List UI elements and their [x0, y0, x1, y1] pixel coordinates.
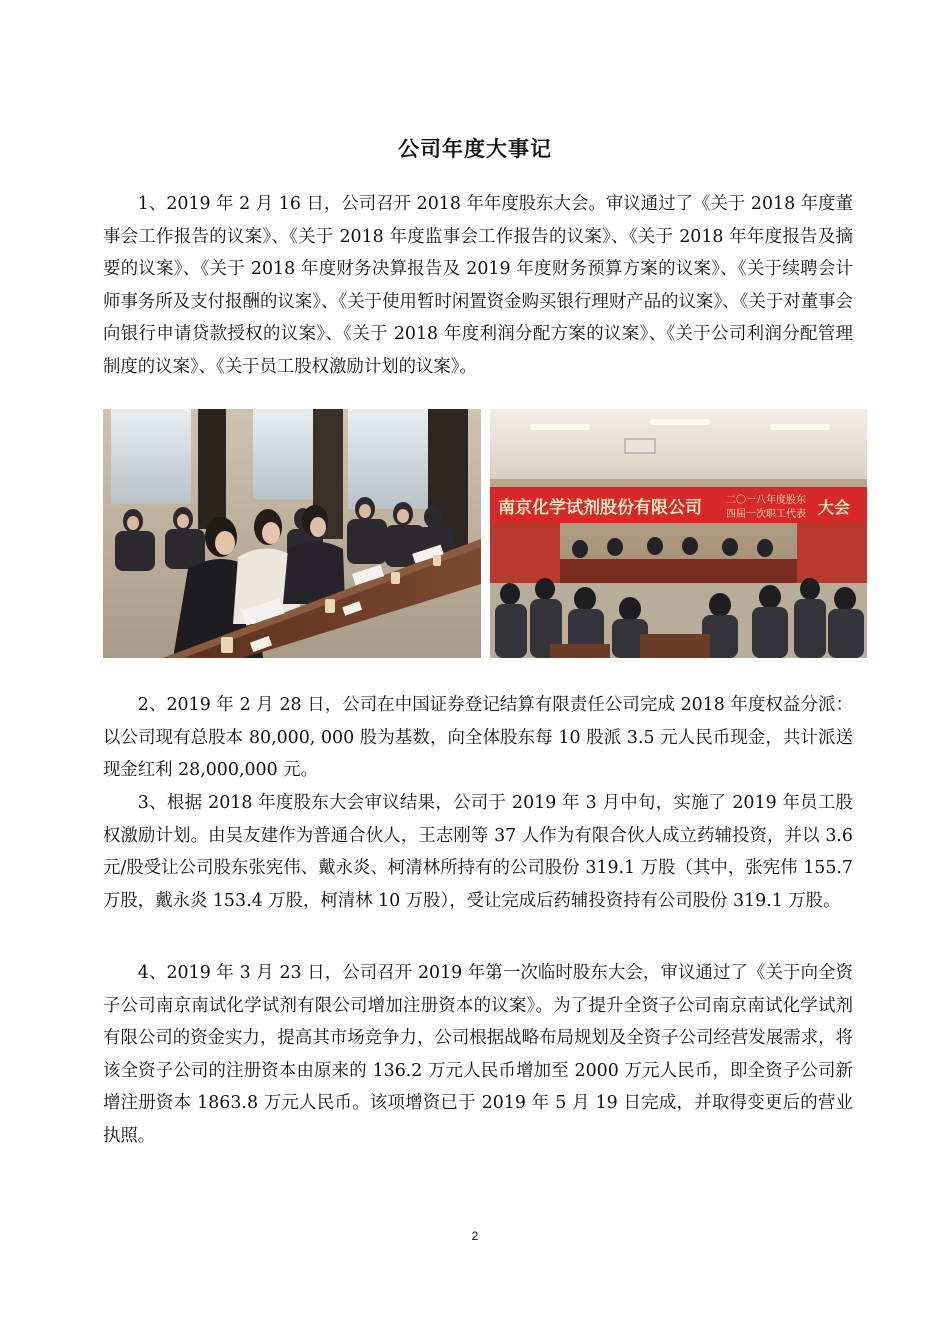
event-paragraph-1: 1、2019 年 2 月 16 日，公司召开 2018 年年度股东大会。审议通过了《关于 2018 年度董事会工作报告的议案》、《关于 2018 年度监事会工作报告的议案》、《关于 2018 年年度报告及摘要的议案》、《关于 2018 年度财务决算报告及 2019 年度财务预算方案的议案》、《关于续聘会计师事务所及支付报酬的议案》、《关于使用暂时闲置资金购买银行理财产品的议案》、《关于对董事会向银行申请贷款授权的议案》、《关于 2018 年度利润分配方案的议案》、《关于公司利润分配管理制度的议案》、《关于员工股权激励计划的议案》。 — [103, 194, 853, 377]
svg-text:南京化学试剂股份有限公司: 南京化学试剂股份有限公司 — [498, 498, 702, 518]
svg-text:大会: 大会 — [818, 498, 851, 517]
conference-hall-photo — [490, 409, 867, 658]
event-paragraph-3: 3、根据 2018 年度股东大会审议结果，公司于 2019 年 3 月中旬，实施了 2019 年员工股权激励计划。由吴友建作为普通合伙人，王志刚等 37 人作为有限合伙人成立药辅投资，并以 3.6 元/股受让公司股东张宪伟、戴永炎、柯清林所持有的公司股份 319.1 万股（其中，张宪伟 155.7 万股，戴永炎 153.4 万股，柯清林 10 万股），受让完成后药辅投资持有公司股份 319.1 万股。 — [103, 793, 853, 911]
meeting-attendees-photo — [103, 409, 481, 658]
page-number: 2 — [471, 1229, 479, 1243]
event-paragraph-2: 2、2019 年 2 月 28 日，公司在中国证券登记结算有限责任公司完成 2018 年度权益分派：以公司现有总股本 80,000, 000 股为基数，向全体股东每 10 股派 3.5 元人民币现金，共计派送现金红利 28,000,000 元。 — [103, 695, 853, 781]
event-paragraph-4: 4、2019 年 3 月 23 日，公司召开 2019 年第一次临时股东大会，审议通过了《关于向全资子公司南京南试化学试剂有限公司增加注册资本的议案》。为了提升全资子公司南京南试化学试剂有限公司的资金实力，提高其市场竞争力，公司根据战略布局规划及全资子公司经营发展需求，将该全资子公司的注册资本由原来的 136.2 万元人民币增加至 2000 万元人民币，即全资子公司新增注册资本 1863.8 万元人民币。该项增资已于 2019 年 5 月 19 日完成，并取得变更后的营业执照。 — [103, 963, 853, 1146]
page-title: 公司年度大事记 — [398, 137, 552, 161]
svg-text:四届一次职工代表: 四届一次职工代表 — [726, 509, 806, 520]
svg-text:二〇一八年度股东: 二〇一八年度股东 — [726, 495, 806, 506]
